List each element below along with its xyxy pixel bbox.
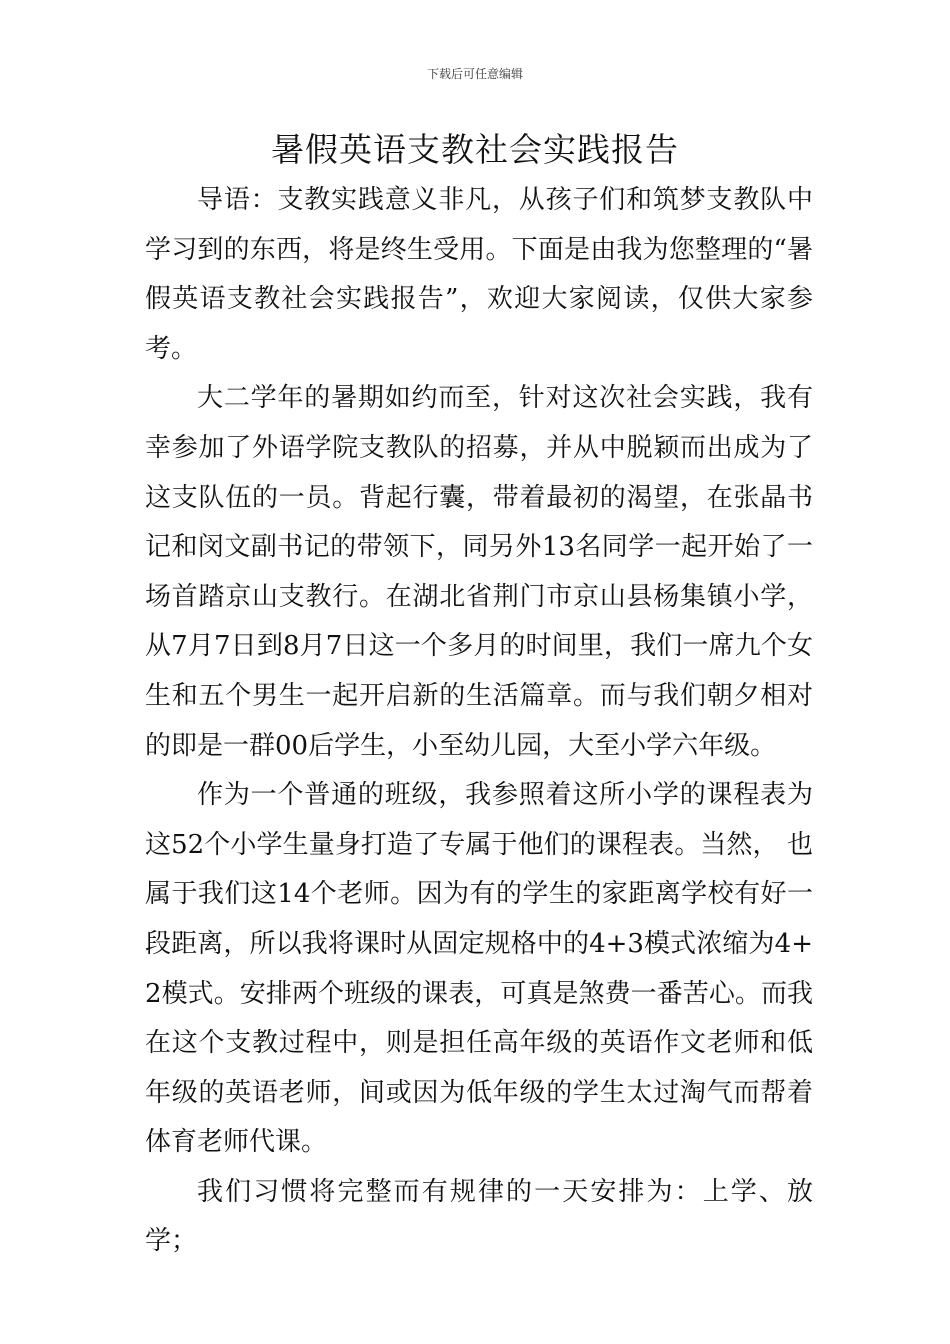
header-note: 下载后可任意编辑 bbox=[426, 67, 523, 81]
paragraph-daily-routine: 我们习惯将完整而有规律的一天安排为：上学、放学； bbox=[145, 1176, 813, 1257]
paragraph-intro: 导语：支教实践意义非凡，从孩子们和筑梦支教队中学习到的东西，将是终生受用。下面是由我为您整理的“暑假英语支教社会实践报告”，欢迎大家阅读，仅供大家参考。 bbox=[145, 185, 813, 364]
document-title: 暑假英语支教社会实践报告 bbox=[271, 130, 679, 169]
document-body bbox=[145, 176, 813, 1267]
paragraph-curriculum: 作为一个普通的班级，我参照着这所小学的课程表为这52个小学生量身打造了专属于他们的课程表。当然， 也属于我们这14个老师。因为有的学生的家距离学校有好一段距离，所以我将课时从固定规格中的4+3模式浓缩为4+2模式。安排两个班级的课表，可真是煞费一番苦心。而我在这个支教过程中，则是担任高年级的英语作文老师和低年级的英语老师，间或因为低年级的学生太过淘气而帮着体育老师代课。 bbox=[145, 780, 813, 1158]
paragraph-background: 大二学年的暑期如约而至，针对这次社会实践，我有幸参加了外语学院支教队的招募，并从中脱颖而出成为了这支队伍的一员。背起行囊，带着最初的渴望，在张晶书记和闵文副书记的带领下，同另外13名同学一起开始了一场首踏京山支教行。在湖北省荆门市京山县杨集镇小学，从7月7日到8月7日这一个多月的时间里，我们一席九个女生和五个男生一起开启新的生活篇章。而与我们朝夕相对的即是一群00后学生，小至幼儿园，大至小学六年级。 bbox=[145, 383, 813, 761]
